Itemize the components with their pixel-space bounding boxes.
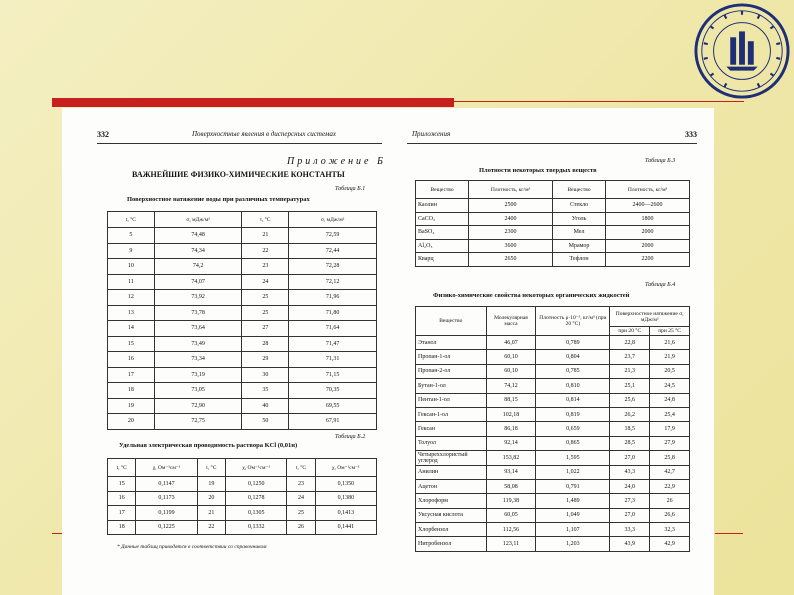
table-cell: 26,2 xyxy=(610,407,650,421)
table-cell: 23 xyxy=(287,477,315,492)
table-cell: 23 xyxy=(242,259,289,275)
column-header: σ, мДж/м² xyxy=(154,212,242,228)
table-cell: 71,15 xyxy=(289,367,377,383)
conductivity-table xyxy=(107,458,377,535)
column-header: Плотность ρ·10⁻³, кг/м³ (при 20 °С) xyxy=(536,307,610,336)
table-cell: 2200 xyxy=(606,253,690,267)
table-cell: 0,1305 xyxy=(226,506,287,521)
table-row xyxy=(416,253,690,267)
table-cell: 123,11 xyxy=(486,537,536,551)
table-number: Таблица Б.3 xyxy=(645,158,676,164)
column-header: Поверхностное натяжение σ, мДж/м² xyxy=(610,307,690,327)
table-row xyxy=(416,494,690,508)
column-header: t, °C xyxy=(287,459,315,477)
column-header: σ, мДж/м² xyxy=(289,212,377,228)
table-cell: 1,595 xyxy=(536,451,610,465)
table-cell: 74,34 xyxy=(154,243,242,259)
table-cell: 10 xyxy=(108,259,155,275)
table-cell: 72,44 xyxy=(289,243,377,259)
table-cell: Мел xyxy=(552,226,605,240)
table-cell: 21,9 xyxy=(650,350,690,364)
table-row xyxy=(416,465,690,479)
table-row xyxy=(108,414,377,430)
table-cell: 16 xyxy=(108,491,136,506)
table-row xyxy=(416,422,690,436)
column-header: Плотность, кг/м³ xyxy=(469,181,553,199)
table-cell: BaSO₄ xyxy=(416,226,469,240)
table-row xyxy=(416,407,690,421)
table-cell: 72,12 xyxy=(289,274,377,290)
footnote: * Данные таблиц приводятся в соответствии со справочником xyxy=(117,544,267,550)
table-cell: 2400 xyxy=(469,212,553,226)
table-cell: 17,9 xyxy=(650,422,690,436)
column-header: Молекулярная масса xyxy=(486,307,536,336)
table-cell: 42,9 xyxy=(650,537,690,551)
table-cell: 22,8 xyxy=(610,336,650,350)
table-cell: 21,3 xyxy=(610,364,650,378)
table-row xyxy=(108,506,377,521)
table-cell: 72,90 xyxy=(154,398,242,414)
table-cell: 24 xyxy=(287,491,315,506)
accent-line xyxy=(454,101,744,102)
table-cell: 102,18 xyxy=(486,407,536,421)
table-cell: 73,34 xyxy=(154,352,242,368)
table-cell: 23,7 xyxy=(610,350,650,364)
table-cell: 119,38 xyxy=(486,494,536,508)
accent-line-bottom-right xyxy=(715,533,743,534)
table-cell: 1,203 xyxy=(536,537,610,551)
page-number: 333 xyxy=(685,130,697,139)
table-row xyxy=(416,451,690,465)
table-cell: 43,9 xyxy=(610,537,650,551)
table-cell: 19 xyxy=(108,398,155,414)
table-cell: 25 xyxy=(242,290,289,306)
table-row xyxy=(108,491,377,506)
table-cell: 24,0 xyxy=(610,479,650,493)
table-cell: 73,19 xyxy=(154,367,242,383)
table-row xyxy=(416,199,690,213)
table-cell: 50 xyxy=(242,414,289,430)
table-cell: 0,804 xyxy=(536,350,610,364)
table-cell: 1,049 xyxy=(536,508,610,522)
table-cell: 17 xyxy=(108,367,155,383)
table-row xyxy=(416,379,690,393)
table-row xyxy=(416,436,690,450)
table-number: Таблица Б.1 xyxy=(335,186,366,192)
table-cell: 71,64 xyxy=(289,321,377,337)
table-row xyxy=(416,336,690,350)
table-caption: Физико-химические свойства некоторых органических жидкостей xyxy=(433,292,630,299)
running-header: Поверхностные явления в дисперсных системах xyxy=(192,130,336,138)
table-cell: 5 xyxy=(108,228,155,244)
table-cell: 0,1278 xyxy=(226,491,287,506)
appendix-title: Приложение Б xyxy=(287,156,386,167)
table-cell: 0,1332 xyxy=(226,520,287,535)
table-cell: Пропан-2-ол xyxy=(416,364,487,378)
table-cell: 16 xyxy=(108,352,155,368)
table-row xyxy=(108,367,377,383)
table-cell: 18 xyxy=(108,383,155,399)
table-cell: 71,31 xyxy=(289,352,377,368)
table-cell: 69,55 xyxy=(289,398,377,414)
table-row xyxy=(416,226,690,240)
table-cell: 26,6 xyxy=(650,508,690,522)
table-cell: 9 xyxy=(108,243,155,259)
header-rule xyxy=(407,143,697,144)
table-cell: 25,1 xyxy=(610,379,650,393)
table-cell: 0,1413 xyxy=(315,506,376,521)
table-cell: 73,64 xyxy=(154,321,242,337)
table-row xyxy=(416,239,690,253)
table-cell: 27,0 xyxy=(610,508,650,522)
table-cell: 1,489 xyxy=(536,494,610,508)
header-rule xyxy=(97,143,382,144)
table-number: Таблица Б.4 xyxy=(645,282,676,288)
table-cell: 67,91 xyxy=(289,414,377,430)
column-header: t, °C xyxy=(108,459,136,477)
table-cell: Уголь xyxy=(552,212,605,226)
table-cell: 21 xyxy=(242,228,289,244)
table-cell: 2300 xyxy=(469,226,553,240)
organic-liquids-table xyxy=(415,306,690,552)
table-cell: 74,12 xyxy=(486,379,536,393)
table-row xyxy=(108,321,377,337)
table-cell: 93,14 xyxy=(486,465,536,479)
table-cell: Гексан xyxy=(416,422,487,436)
table-row xyxy=(416,350,690,364)
title-accent-bar xyxy=(52,98,454,107)
table-cell: 0,1173 xyxy=(136,491,197,506)
table-cell: 73,49 xyxy=(154,336,242,352)
table-cell: 22 xyxy=(242,243,289,259)
table-cell: 74,07 xyxy=(154,274,242,290)
table-cell: 12 xyxy=(108,290,155,306)
table-cell: 0,1441 xyxy=(315,520,376,535)
table-cell: 35 xyxy=(242,383,289,399)
table-cell: 0,789 xyxy=(536,336,610,350)
table-cell: 0,1199 xyxy=(136,506,197,521)
table-row xyxy=(108,305,377,321)
table-cell: 18,5 xyxy=(610,422,650,436)
table-cell: 13 xyxy=(108,305,155,321)
table-cell: 27 xyxy=(242,321,289,337)
table-cell: 0,1147 xyxy=(136,477,197,492)
table-cell: 20 xyxy=(108,414,155,430)
table-cell: 25,6 xyxy=(610,393,650,407)
table-cell: 60,10 xyxy=(486,364,536,378)
table-cell: 46,07 xyxy=(486,336,536,350)
table-cell: 72,59 xyxy=(289,228,377,244)
table-cell: Гексан-1-ол xyxy=(416,407,487,421)
scanned-document xyxy=(62,108,714,595)
table-cell: 1,022 xyxy=(536,465,610,479)
table-cell: 0,1225 xyxy=(136,520,197,535)
table-cell: 0,865 xyxy=(536,436,610,450)
table-cell: 43,3 xyxy=(610,465,650,479)
table-cell: Толуол xyxy=(416,436,487,450)
table-cell: 58,08 xyxy=(486,479,536,493)
column-header: Вещество xyxy=(416,307,487,336)
table-cell: 71,47 xyxy=(289,336,377,352)
table-cell: 2000 xyxy=(606,226,690,240)
column-header: Вещество xyxy=(552,181,605,199)
table-cell: 71,96 xyxy=(289,290,377,306)
table-cell: 0,810 xyxy=(536,379,610,393)
table-cell: Кварц xyxy=(416,253,469,267)
table-cell: 25 xyxy=(287,506,315,521)
table-cell: 71,80 xyxy=(289,305,377,321)
table-cell: 0,819 xyxy=(536,407,610,421)
table-cell: 11 xyxy=(108,274,155,290)
table-cell: 30 xyxy=(242,367,289,383)
table-row xyxy=(416,364,690,378)
column-header: χ, Ом⁻¹см⁻¹ xyxy=(136,459,197,477)
table-caption: Поверхностное натяжение воды при различных температурах xyxy=(127,196,310,203)
table-number: Таблица Б.2 xyxy=(335,434,366,440)
table-cell: 0,659 xyxy=(536,422,610,436)
table-cell: 26 xyxy=(650,494,690,508)
table-cell: 72,28 xyxy=(289,259,377,275)
table-cell: 27,3 xyxy=(610,494,650,508)
table-cell: 112,56 xyxy=(486,523,536,537)
table-row xyxy=(108,383,377,399)
solid-density-table xyxy=(415,180,690,267)
table-row xyxy=(416,479,690,493)
column-header: t, °C xyxy=(197,459,225,477)
table-cell: 27,0 xyxy=(610,451,650,465)
table-cell: 2000 xyxy=(606,239,690,253)
table-cell: Бутан-1-ол xyxy=(416,379,487,393)
table-cell: Хлорбензол xyxy=(416,523,487,537)
table-row xyxy=(108,228,377,244)
table-cell: 21,6 xyxy=(650,336,690,350)
table-cell: Анилин xyxy=(416,465,487,479)
table-cell: Al₂O₃ xyxy=(416,239,469,253)
table-cell: Ацетон xyxy=(416,479,487,493)
table-row xyxy=(416,537,690,551)
table-cell: 25,8 xyxy=(650,451,690,465)
table-cell: Мрамор xyxy=(552,239,605,253)
table-cell: 1800 xyxy=(606,212,690,226)
table-row xyxy=(416,393,690,407)
table-cell: 14 xyxy=(108,321,155,337)
column-subheader: при 20 °С xyxy=(610,327,650,336)
university-seal-logo xyxy=(693,2,791,100)
table-caption: Плотности некоторых твердых веществ xyxy=(479,167,597,174)
column-header: χ, Ом⁻¹см⁻¹ xyxy=(315,459,376,477)
table-cell: 17 xyxy=(108,506,136,521)
table-cell: Каолин xyxy=(416,199,469,213)
table-row xyxy=(108,520,377,535)
table-cell: Стекло xyxy=(552,199,605,213)
table-cell: 21 xyxy=(197,506,225,521)
table-cell: 3600 xyxy=(469,239,553,253)
table-cell: 73,05 xyxy=(154,383,242,399)
table-cell: 22,9 xyxy=(650,479,690,493)
table-row xyxy=(416,508,690,522)
table-row xyxy=(108,477,377,492)
table-cell: 24,5 xyxy=(650,379,690,393)
table-cell: 15 xyxy=(108,477,136,492)
surface-tension-table xyxy=(107,211,377,430)
column-header: t, °C xyxy=(108,212,155,228)
table-cell: 28,5 xyxy=(610,436,650,450)
table-cell: 0,785 xyxy=(536,364,610,378)
table-cell: 92,14 xyxy=(486,436,536,450)
table-cell: 72,75 xyxy=(154,414,242,430)
table-row xyxy=(108,243,377,259)
table-row xyxy=(108,352,377,368)
column-header: χ, Ом⁻¹см⁻¹ xyxy=(226,459,287,477)
table-cell: Нитробензол xyxy=(416,537,487,551)
table-row xyxy=(416,523,690,537)
table-cell: 1,107 xyxy=(536,523,610,537)
table-cell: 25 xyxy=(242,305,289,321)
table-cell: Тефлон xyxy=(552,253,605,267)
table-cell: 33,3 xyxy=(610,523,650,537)
table-cell: CaCO₃ xyxy=(416,212,469,226)
table-row xyxy=(108,290,377,306)
table-cell: 25,4 xyxy=(650,407,690,421)
table-cell: 73,78 xyxy=(154,305,242,321)
table-cell: 153,82 xyxy=(486,451,536,465)
table-cell: Четыреххлористый углерод xyxy=(416,451,487,465)
table-cell: 22 xyxy=(197,520,225,535)
table-cell: 24,8 xyxy=(650,393,690,407)
table-cell: 0,1350 xyxy=(315,477,376,492)
table-cell: 19 xyxy=(197,477,225,492)
table-cell: 0,814 xyxy=(536,393,610,407)
column-subheader: при 25 °С xyxy=(650,327,690,336)
table-cell: Пентан-1-ол xyxy=(416,393,487,407)
table-cell: 20 xyxy=(197,491,225,506)
table-cell: 60,05 xyxy=(486,508,536,522)
table-cell: 74,48 xyxy=(154,228,242,244)
page-number: 332 xyxy=(97,130,109,139)
table-cell: 42,7 xyxy=(650,465,690,479)
table-cell: 29 xyxy=(242,352,289,368)
table-cell: 15 xyxy=(108,336,155,352)
table-cell: Хлороформ xyxy=(416,494,487,508)
table-cell: 2400—2600 xyxy=(606,199,690,213)
table-row xyxy=(108,274,377,290)
table-cell: 26 xyxy=(287,520,315,535)
table-cell: 20,5 xyxy=(650,364,690,378)
table-cell: 0,1250 xyxy=(226,477,287,492)
table-cell: 40 xyxy=(242,398,289,414)
table-cell: Уксусная кислота xyxy=(416,508,487,522)
table-cell: 2650 xyxy=(469,253,553,267)
column-header: Вещество xyxy=(416,181,469,199)
table-cell: 88,15 xyxy=(486,393,536,407)
table-cell: 86,18 xyxy=(486,422,536,436)
table-cell: 32,3 xyxy=(650,523,690,537)
table-cell: 27,9 xyxy=(650,436,690,450)
table-cell: 74,2 xyxy=(154,259,242,275)
table-cell: 0,791 xyxy=(536,479,610,493)
table-cell: 60,10 xyxy=(486,350,536,364)
table-row xyxy=(108,336,377,352)
table-cell: Пропан-1-ол xyxy=(416,350,487,364)
section-title: ВАЖНЕЙШИЕ ФИЗИКО-ХИМИЧЕСКИЕ КОНСТАНТЫ xyxy=(132,170,345,179)
table-cell: 73,92 xyxy=(154,290,242,306)
table-caption: Удельная электрическая проводимость раствора KCl (0,01н) xyxy=(119,442,298,449)
running-header: Приложения xyxy=(412,130,451,138)
column-header: Плотность, кг/м³ xyxy=(606,181,690,199)
table-cell: 24 xyxy=(242,274,289,290)
table-row xyxy=(108,398,377,414)
table-cell: 70,35 xyxy=(289,383,377,399)
table-cell: 0,1380 xyxy=(315,491,376,506)
table-row xyxy=(416,212,690,226)
table-cell: 2500 xyxy=(469,199,553,213)
table-cell: 28 xyxy=(242,336,289,352)
table-row xyxy=(108,259,377,275)
table-cell: Этанол xyxy=(416,336,487,350)
column-header: t, °C xyxy=(242,212,289,228)
table-cell: 18 xyxy=(108,520,136,535)
